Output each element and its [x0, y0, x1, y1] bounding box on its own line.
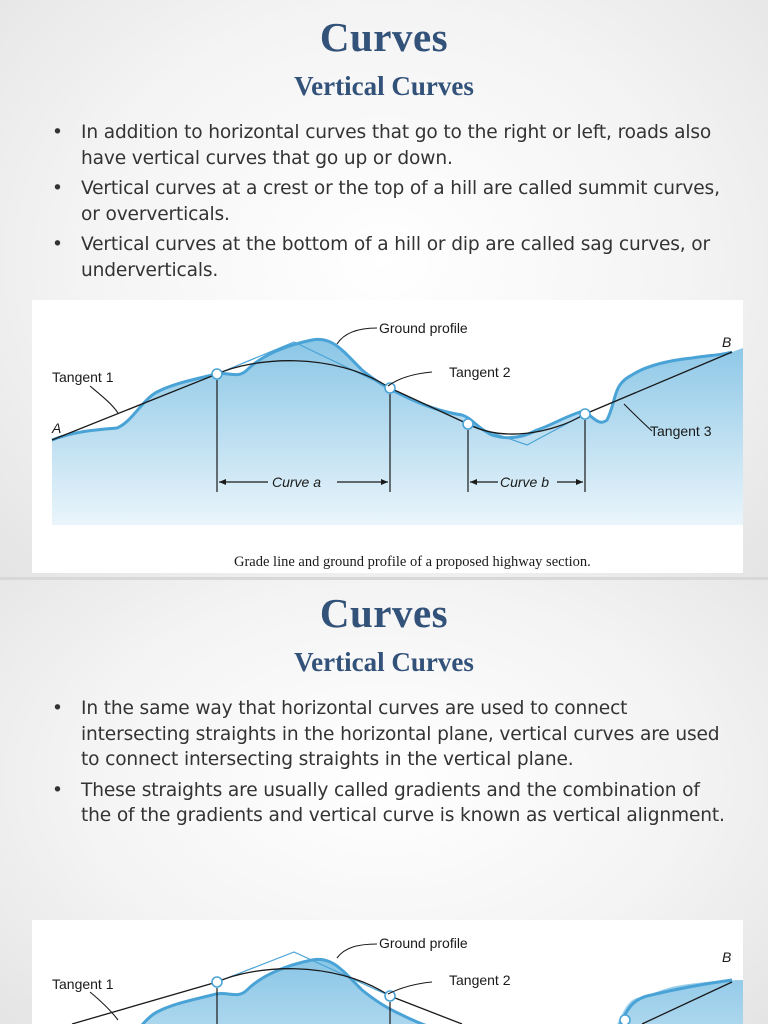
slide-subtitle: Vertical Curves — [294, 71, 474, 101]
point-b-label: B — [722, 334, 732, 350]
bullet-icon: • — [52, 122, 63, 143]
tangent-3-label: Tangent 3 — [650, 423, 712, 439]
profile-diagram — [32, 300, 743, 573]
slide-title: Curves — [319, 14, 449, 60]
bullet-list — [52, 696, 732, 834]
tangent-1-label: Tangent 1 — [52, 976, 114, 992]
tangent-2-label: Tangent 2 — [449, 972, 511, 988]
curve-point — [463, 419, 473, 429]
curve-point — [212, 369, 222, 379]
bullet-icon: • — [52, 178, 63, 199]
curve-a-label: Curve a — [272, 474, 322, 490]
point-b-label: B — [722, 949, 732, 965]
ground-profile-area — [52, 339, 743, 525]
curve-point — [212, 977, 222, 987]
bullet-item: • In addition to horizontal curves that go to the right or left, roads also have vertical curves that go up or down. — [52, 122, 712, 169]
slide-subtitle: Vertical Curves — [294, 647, 474, 677]
bullet-item: • Vertical curves at a crest or the top of a hill are called summit curves, or oververticals. — [52, 178, 720, 225]
bullet-icon: • — [52, 779, 63, 801]
bullet-item: • In the same way that horizontal curves are used to connect intersecting straights in the horizontal plane, vertical curves are used to connect intersecting straights in the vertical plane. — [52, 698, 720, 770]
curve-b-label: Curve b — [500, 474, 550, 490]
curve-point — [620, 1015, 630, 1024]
slide-title: Curves — [319, 590, 449, 636]
bullet-icon: • — [52, 698, 63, 719]
tangent-1-label: Tangent 1 — [52, 369, 114, 385]
bullet-item: • Vertical curves at the bottom of a hill or dip are called sag curves, or underverticals. — [52, 234, 711, 281]
curve-point — [580, 409, 590, 419]
ground-profile-label: Ground profile — [379, 320, 468, 336]
profile-diagram — [32, 920, 743, 1024]
profile-figure — [32, 920, 743, 1024]
slide-2 — [0, 580, 768, 1024]
bullet-list — [52, 120, 732, 288]
tangent-2-label: Tangent 2 — [449, 364, 511, 380]
bullet-icon: • — [52, 234, 63, 255]
bullet-item: • These straights are usually called gradients and the combination of the of the gradients and vertical curve is known as vertical alignment. — [52, 779, 725, 826]
figure-caption: Grade line and ground profile of a proposed highway section. — [234, 554, 591, 570]
point-a-label: A — [52, 420, 62, 436]
ground-profile-label: Ground profile — [379, 935, 468, 951]
profile-figure — [32, 300, 743, 573]
